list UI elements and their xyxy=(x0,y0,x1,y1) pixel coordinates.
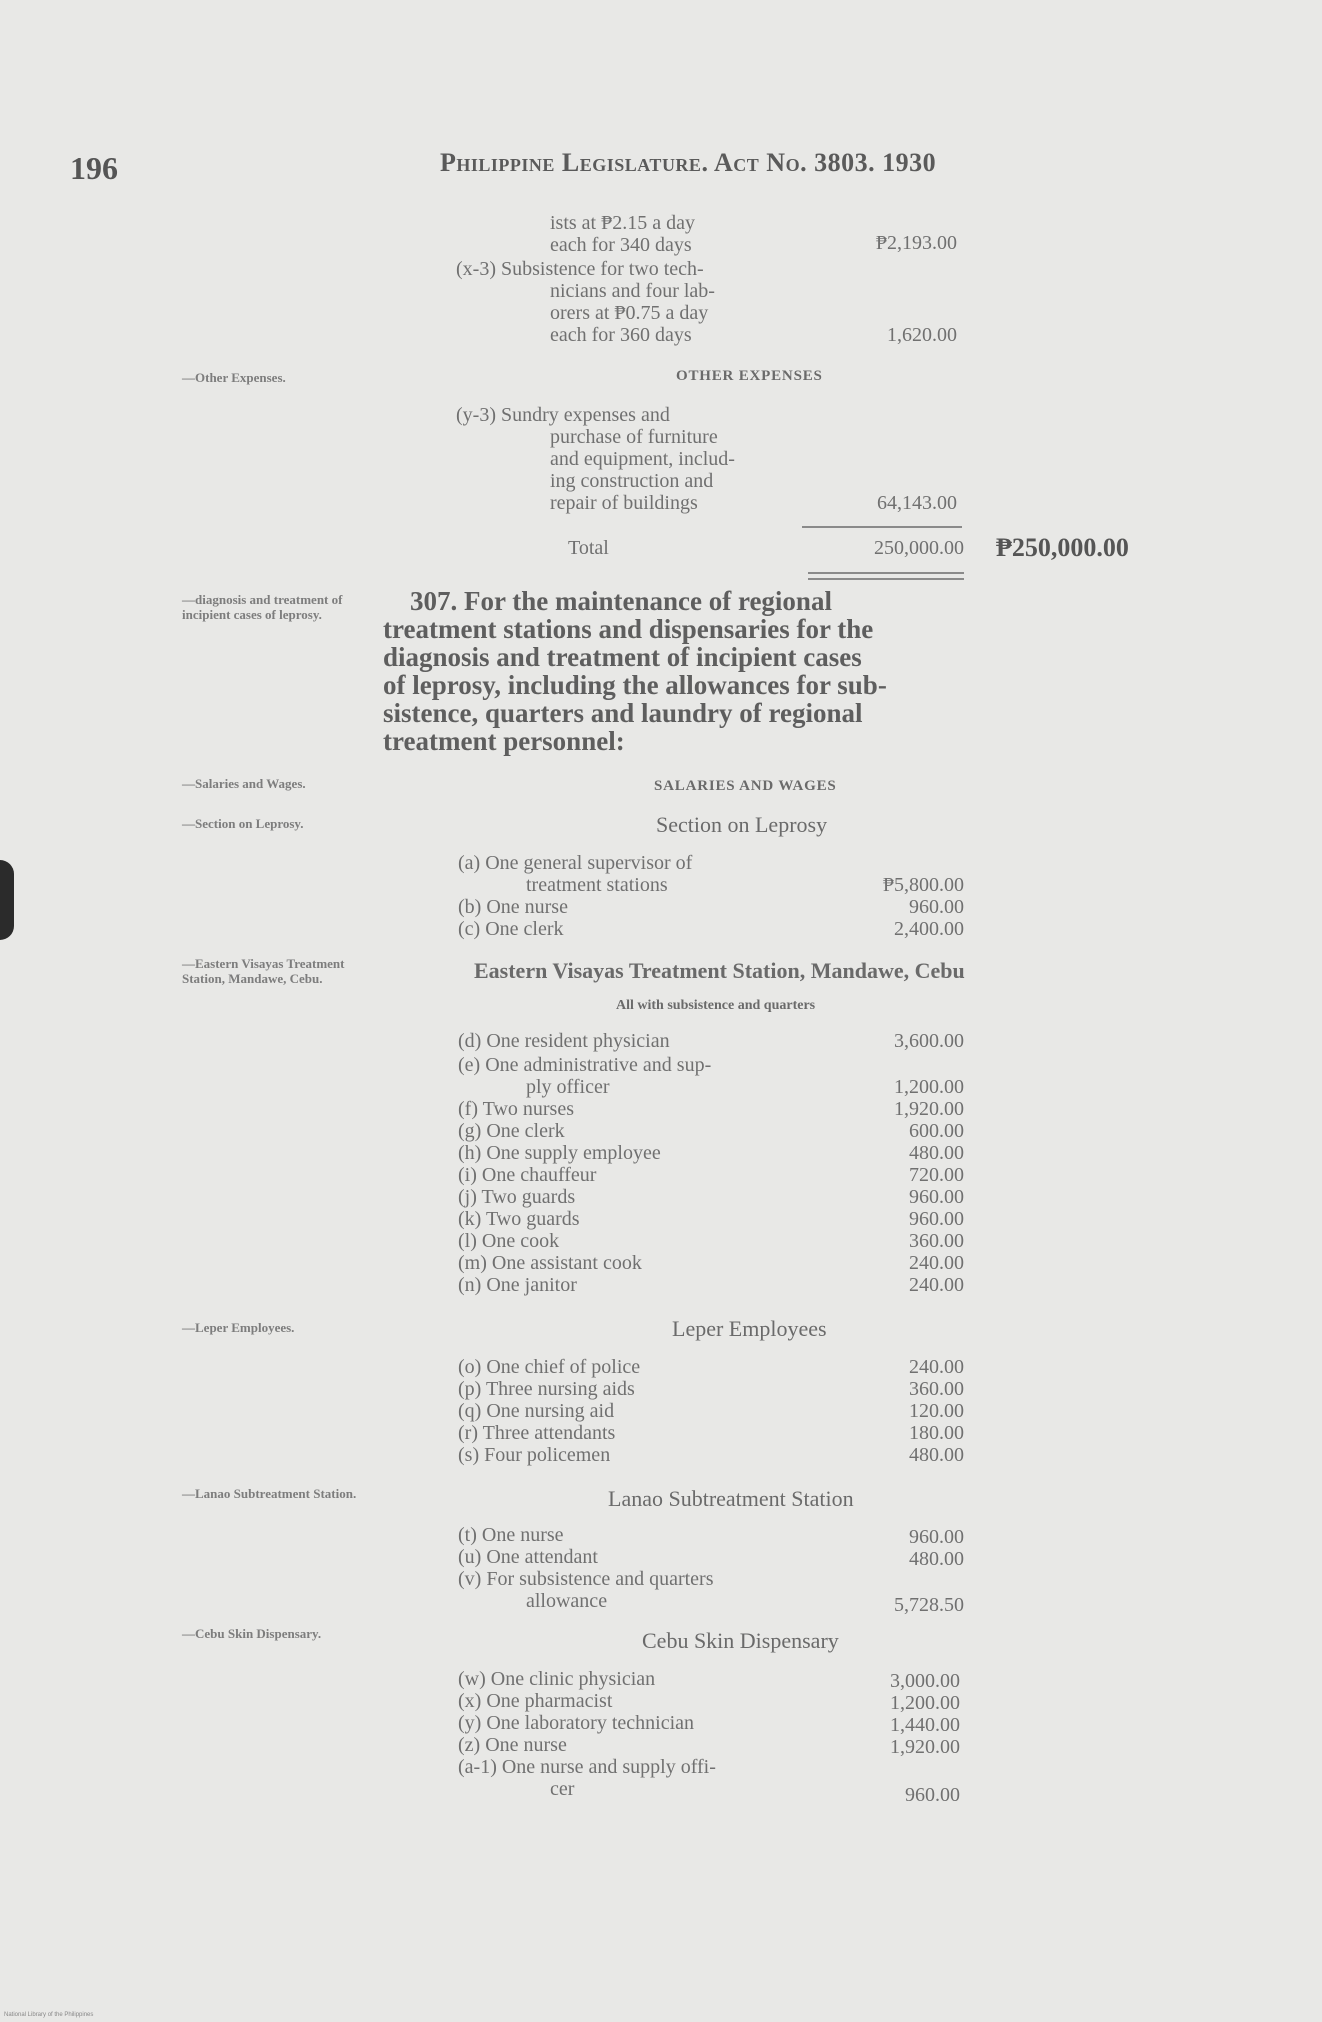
margin-note: —Salaries and Wages. xyxy=(182,776,306,791)
item-line: (m) One assistant cook xyxy=(458,1252,642,1274)
item-line: (a) One general supervisor of xyxy=(458,852,693,874)
item-amount: 960.00 xyxy=(909,1208,964,1230)
item-amount: 3,600.00 xyxy=(894,1030,964,1052)
item-amount: 1,200.00 xyxy=(890,1692,960,1714)
item-line: (x-3) Subsistence for two tech- xyxy=(456,258,704,280)
item-line: (g) One clerk xyxy=(458,1120,565,1142)
item-line: (y-3) Sundry expenses and xyxy=(456,404,670,426)
item-line: ing construction and xyxy=(550,470,714,492)
item-amount: 600.00 xyxy=(909,1120,964,1142)
item-line: cer xyxy=(550,1778,575,1800)
item-line: (l) One cook xyxy=(458,1230,560,1252)
item-line: (p) Three nursing aids xyxy=(458,1378,635,1400)
item-amount: 180.00 xyxy=(909,1422,964,1444)
section-heading: SALARIES AND WAGES xyxy=(654,778,837,794)
item-line: (w) One clinic physician xyxy=(458,1668,656,1690)
page-number: 196 xyxy=(70,150,118,186)
item-amount: 960.00 xyxy=(909,1526,964,1548)
item-amount: 1,920.00 xyxy=(894,1098,964,1120)
section-307-line: treatment personnel: xyxy=(383,726,625,756)
item-line: (u) One attendant xyxy=(458,1546,598,1568)
margin-note: —Cebu Skin Dispensary. xyxy=(182,1626,322,1641)
margin-note: —diagnosis and treatment of incipient cases of leprosy. xyxy=(182,592,343,622)
item-line: (r) Three attendants xyxy=(458,1422,616,1444)
margin-note: —Section on Leprosy. xyxy=(182,816,304,831)
item-amount: 120.00 xyxy=(909,1400,964,1422)
item-amount: ₱5,800.00 xyxy=(882,874,964,896)
item-line: (k) Two guards xyxy=(458,1208,580,1230)
item-line: (q) One nursing aid xyxy=(458,1400,615,1422)
item-line: (b) One nurse xyxy=(458,896,568,918)
item-line: (d) One resident physician xyxy=(458,1030,670,1052)
item-amount: 480.00 xyxy=(909,1142,964,1164)
item-amount: 360.00 xyxy=(909,1378,964,1400)
item-amount: 360.00 xyxy=(909,1230,964,1252)
item-amount: 1,440.00 xyxy=(890,1714,960,1736)
item-line: (z) One nurse xyxy=(458,1734,567,1756)
item-amount: ₱2,193.00 xyxy=(875,232,957,254)
margin-note: —Other Expenses. xyxy=(182,370,286,385)
item-line: (j) Two guards xyxy=(458,1186,576,1208)
item-amount: 1,200.00 xyxy=(894,1076,964,1098)
item-line: (n) One janitor xyxy=(458,1274,577,1296)
item-line: (y) One laboratory technician xyxy=(458,1712,695,1734)
section-heading: Lanao Subtreatment Station xyxy=(608,1486,854,1511)
item-line: purchase of furniture xyxy=(550,426,718,448)
item-line: (h) One supply employee xyxy=(458,1142,661,1164)
running-title: Philippine Legislature. Act No. 3803. 1930 xyxy=(440,148,937,177)
item-line: (c) One clerk xyxy=(458,918,564,940)
grand-total-amount: ₱250,000.00 xyxy=(996,533,1129,562)
section-heading: Cebu Skin Dispensary xyxy=(642,1628,839,1653)
total-double-rule xyxy=(808,572,964,574)
item-line: orers at ₱0.75 a day xyxy=(550,302,709,324)
section-heading: OTHER EXPENSES xyxy=(676,368,823,384)
subtotal-rule xyxy=(802,526,962,528)
item-line: allowance xyxy=(526,1590,608,1612)
section-307-line: diagnosis and treatment of incipient cases xyxy=(383,642,862,672)
margin-note: —Lanao Subtreatment Station. xyxy=(182,1486,357,1501)
item-amount: 64,143.00 xyxy=(877,492,957,514)
scan-edge-mark xyxy=(0,860,14,940)
margin-note: —Leper Employees. xyxy=(182,1320,295,1335)
total-label: Total xyxy=(568,537,609,559)
item-line: (x) One pharmacist xyxy=(458,1690,613,1712)
scan-footer-credit: National Library of the Philippines xyxy=(4,2012,94,2018)
item-line: (f) Two nurses xyxy=(458,1098,574,1120)
item-amount: 480.00 xyxy=(909,1548,964,1570)
section-307-line: sistence, quarters and laundry of regional xyxy=(383,698,863,728)
item-amount: 960.00 xyxy=(909,1186,964,1208)
item-line: each for 360 days xyxy=(550,324,692,346)
total-double-rule xyxy=(808,578,964,580)
item-line: (i) One chauffeur xyxy=(458,1164,597,1186)
section-subheading: All with subsistence and quarters xyxy=(616,998,816,1013)
total-amount: 250,000.00 xyxy=(874,537,964,559)
item-line: (s) Four policemen xyxy=(458,1444,611,1466)
item-line: treatment stations xyxy=(526,874,668,896)
section-heading: Section on Leprosy xyxy=(656,812,828,837)
item-line: (e) One administrative and sup- xyxy=(458,1054,712,1076)
item-line: (t) One nurse xyxy=(458,1524,564,1546)
item-line: and equipment, includ- xyxy=(550,448,735,470)
item-amount: 1,620.00 xyxy=(887,324,957,346)
section-307-line: of leprosy, including the allowances for sub- xyxy=(383,670,887,700)
section-heading: Eastern Visayas Treatment Station, Mandawe, Cebu xyxy=(474,958,965,983)
item-amount: 960.00 xyxy=(909,896,964,918)
section-307-line: 307. For the maintenance of regional xyxy=(410,586,832,616)
item-amount: 240.00 xyxy=(909,1252,964,1274)
item-amount: 2,400.00 xyxy=(894,918,964,940)
section-307-line: treatment stations and dispensaries for the xyxy=(383,614,874,644)
item-amount: 480.00 xyxy=(909,1444,964,1466)
item-line: (a-1) One nurse and supply offi- xyxy=(458,1756,716,1778)
item-line: (v) For subsistence and quarters xyxy=(458,1568,714,1590)
item-amount: 1,920.00 xyxy=(890,1736,960,1758)
item-amount: 3,000.00 xyxy=(890,1670,960,1692)
item-line: (o) One chief of police xyxy=(458,1356,641,1378)
item-amount: 5,728.50 xyxy=(894,1594,964,1616)
item-line: nicians and four lab- xyxy=(550,280,715,302)
margin-note: —Eastern Visayas Treatment Station, Mandawe, Cebu. xyxy=(182,956,345,986)
item-amount: 240.00 xyxy=(909,1274,964,1296)
item-amount: 240.00 xyxy=(909,1356,964,1378)
item-amount: 720.00 xyxy=(909,1164,964,1186)
section-heading: Leper Employees xyxy=(672,1316,827,1341)
item-line: repair of buildings xyxy=(550,492,698,514)
item-amount: 960.00 xyxy=(905,1784,960,1806)
item-line: ists at ₱2.15 a day xyxy=(550,212,695,234)
item-line: ply officer xyxy=(526,1076,610,1098)
item-line: each for 340 days xyxy=(550,234,692,256)
